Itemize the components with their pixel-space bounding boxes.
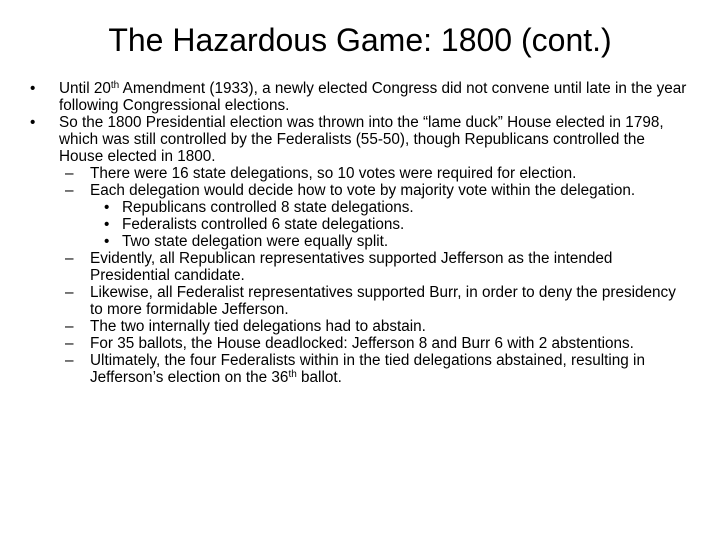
dash-item xyxy=(30,318,690,335)
dash-item xyxy=(30,284,690,318)
dash-item xyxy=(30,250,690,284)
sub-bullet-text: Republicans controlled 8 state delegations. xyxy=(122,199,414,216)
dash-text: For 35 ballots, the House deadlocked: Jefferson 8 and Burr 6 with 2 abstentions. xyxy=(90,335,634,352)
bullet-marker: • xyxy=(104,199,110,216)
slide-title: The Hazardous Game: 1800 (cont.) xyxy=(108,22,612,58)
dash-marker: – xyxy=(65,284,74,301)
dash-marker: – xyxy=(65,335,74,352)
dash-item xyxy=(30,335,690,352)
dash-item xyxy=(30,165,690,182)
sub-bullet-item xyxy=(30,199,690,216)
dash-item xyxy=(30,352,690,386)
bullet-marker: • xyxy=(30,114,36,131)
dash-text: There were 16 state delegations, so 10 votes were required for election. xyxy=(90,165,577,182)
sub-bullet-text: Two state delegation were equally split. xyxy=(122,233,389,250)
bullet-item xyxy=(30,80,690,114)
bullet-marker: • xyxy=(104,216,110,233)
sub-bullet-item xyxy=(30,233,690,250)
dash-marker: – xyxy=(65,318,74,335)
slide-body xyxy=(30,80,690,386)
dash-item xyxy=(30,182,690,199)
bullet-text: So the 1800 Presidential election was thrown into the “lame duck” House elected in 1798, which was still controlled by the Federalists (55-50), though Republicans controlled the House elected in 1800. xyxy=(59,114,664,165)
dash-marker: – xyxy=(65,165,74,182)
dash-text: Evidently, all Republican representatives supported Jefferson as the intended Presidential candidate. xyxy=(90,250,613,284)
bullet-text: Until 20th Amendment (1933), a newly elected Congress did not convene until late in the year following Congressional elections. xyxy=(59,80,687,114)
dash-text: The two internally tied delegations had to abstain. xyxy=(90,318,426,335)
bullet-item xyxy=(30,114,690,165)
dash-text: Likewise, all Federalist representatives supported Burr, in order to deny the presidency to more formidable Jefferson. xyxy=(90,284,676,318)
dash-marker: – xyxy=(65,352,74,369)
bullet-marker: • xyxy=(104,233,110,250)
bullet-marker: • xyxy=(30,80,36,97)
dash-text: Each delegation would decide how to vote by majority vote within the delegation. xyxy=(90,182,636,199)
sub-bullet-item xyxy=(30,216,690,233)
dash-text: Ultimately, the four Federalists within in the tied delegations abstained, resulting in Jefferson’s election on the 36th ballot. xyxy=(90,352,645,386)
dash-marker: – xyxy=(65,182,74,199)
sub-bullet-text: Federalists controlled 6 state delegations. xyxy=(122,216,405,233)
dash-marker: – xyxy=(65,250,74,267)
